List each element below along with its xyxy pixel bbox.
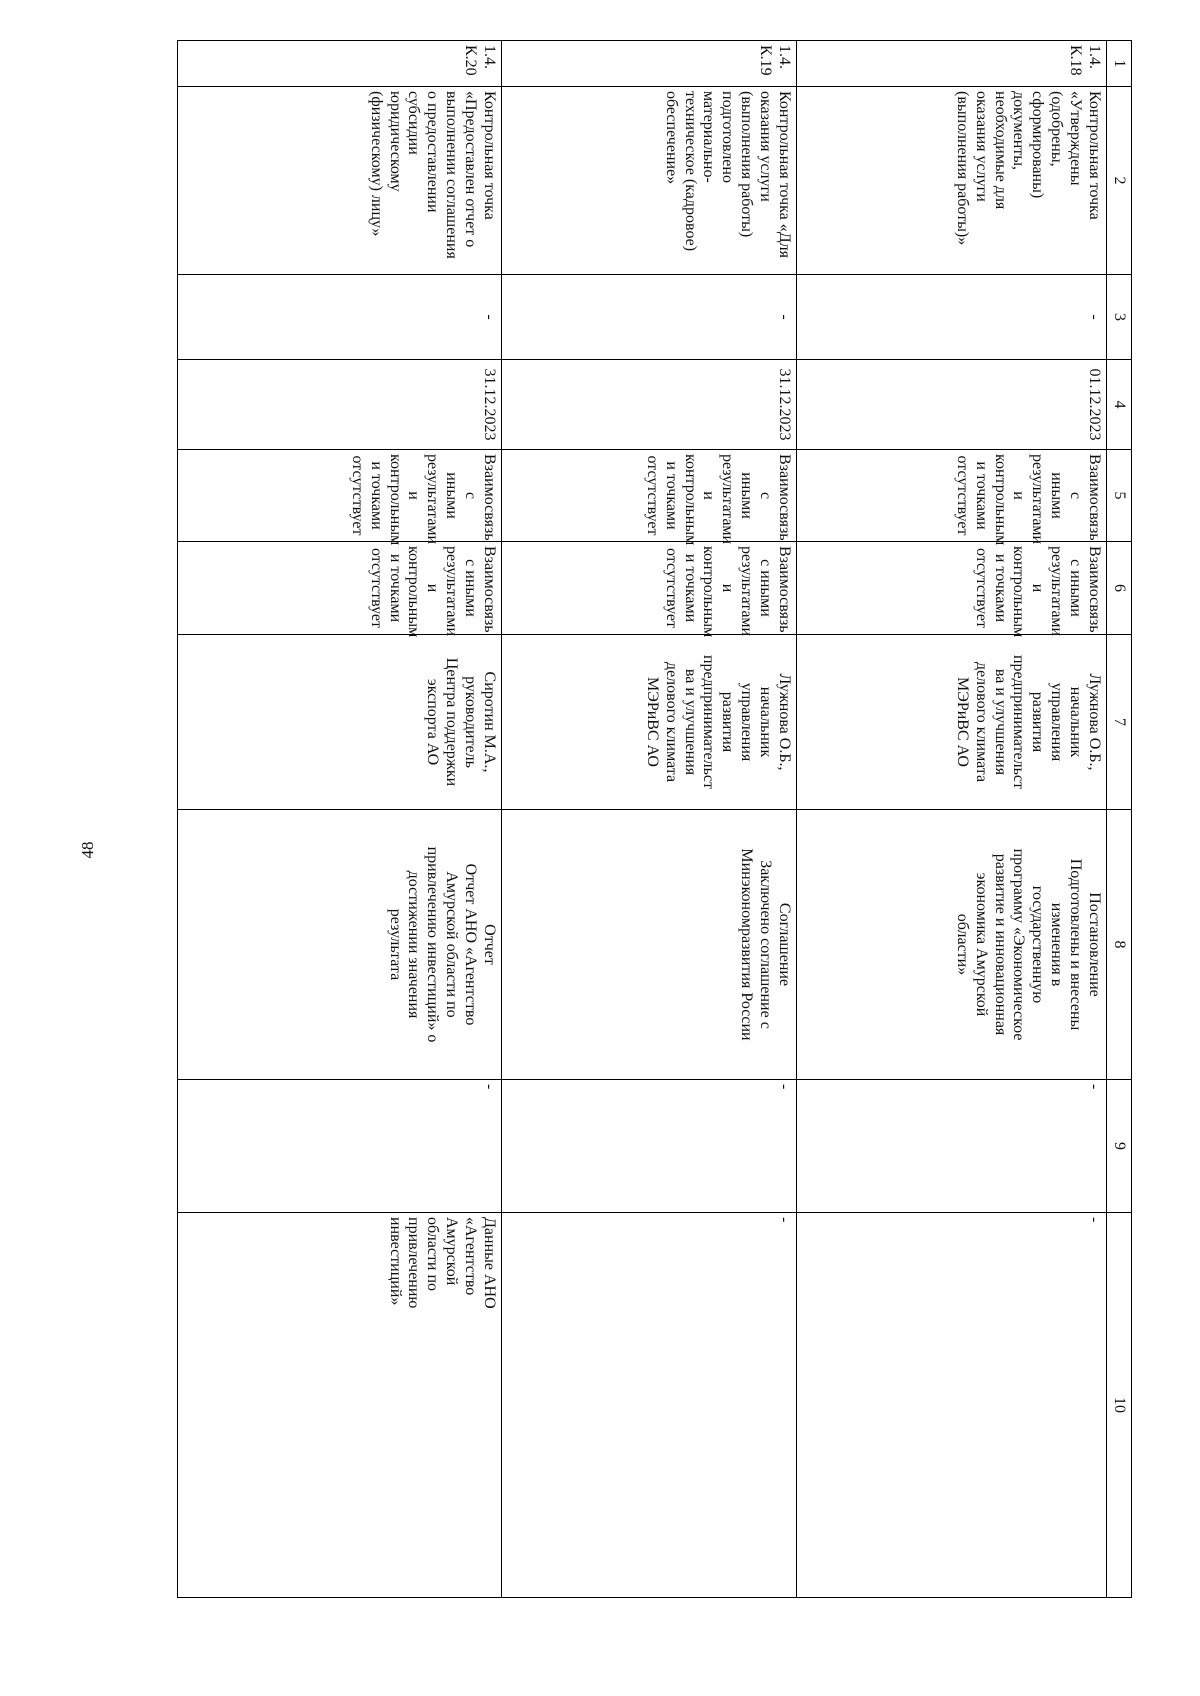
- header-cell-4: 4: [1107, 360, 1132, 450]
- due-date: 31.12.2023: [481, 368, 498, 441]
- control-point-name: Контрольная точка «Предоставлен отчет о выполнении соглашения о предоставлении субсидии юридическому (физическому) лицу»: [367, 91, 498, 259]
- header-cell-1: 1: [1107, 41, 1132, 87]
- relation-next: Взаимосвязь с иными результатами и контрольным и точками отсутствует: [367, 546, 498, 638]
- control-point-name: Контрольная точка «Для оказания услуги (выполнения работы) подготовлено материально- техническое (кадровое) обеспечение»: [662, 91, 793, 259]
- header-cell-10: 10: [1107, 1213, 1132, 1598]
- relation-next: Взаимосвязь с иными результатами и контрольным и точками отсутствует: [972, 546, 1103, 638]
- due-date: 31.12.2023: [776, 368, 793, 441]
- relation-next: Взаимосвязь с иными результатами и контрольным и точками отсутствует: [662, 546, 793, 638]
- cell-col3: -: [776, 314, 793, 320]
- relation-prev: Взаимосвязь с иными результатами и контрольным и точками отсутствует: [643, 454, 793, 546]
- row-number: 1.4. К.19: [757, 45, 793, 76]
- header-cell-6: 6: [1107, 542, 1132, 635]
- row-number: 1.4. К.20: [462, 45, 498, 76]
- table-row: [502, 41, 797, 1598]
- relation-prev: Взаимосвязь с иными результатами и контрольным и точками отсутствует: [953, 454, 1103, 546]
- result-document: Постановление Подготовлены и внесены изменения в государственную программу «Экономическое развитие и инновационная экономика Амурской области»: [953, 848, 1103, 1041]
- due-date: 01.12.2023: [1086, 368, 1103, 441]
- table-row: [178, 41, 502, 1598]
- responsible-person: Сиротин М.А., руководитель Центра поддержки экспорта АО: [424, 657, 498, 787]
- cell-col10: -: [1086, 1217, 1103, 1223]
- control-point-name: Контрольная точка «Утверждены (одобрены, сформированы) документы, необходимые для оказания услуги (выполнения работы)»: [953, 91, 1103, 246]
- control-points-table: [177, 40, 1132, 1598]
- responsible-person: Лужнова О.Б., начальник управления развития предпринимательст ва и улучшения делового климата МЭРиВС АО: [953, 654, 1103, 789]
- cell-col9: -: [481, 1084, 498, 1090]
- cell-col3: -: [1086, 314, 1103, 320]
- relation-prev: Взаимосвязь с иными результатами и контрольным и точками отсутствует: [348, 454, 498, 546]
- header-cell-2: 2: [1107, 87, 1132, 275]
- header-row: [1107, 41, 1132, 1598]
- page-number: 48: [78, 841, 97, 859]
- result-document: Отчет Отчет АНО «Агентство Амурской области по привлечению инвестиций» о достижении значения результата: [386, 846, 498, 1043]
- cell-col9: -: [1086, 1084, 1103, 1090]
- document-page-rotated: [177, 40, 1132, 1597]
- header-cell-8: 8: [1107, 810, 1132, 1080]
- header-cell-7: 7: [1107, 635, 1132, 810]
- result-document: Соглашение Заключено соглашение с Минэкономразвития России: [738, 848, 793, 1041]
- cell-col10: -: [776, 1217, 793, 1223]
- cell-col3: -: [481, 314, 498, 320]
- row-number: 1.4. К.18: [1067, 45, 1103, 76]
- header-cell-9: 9: [1107, 1080, 1132, 1213]
- cell-col9: -: [776, 1084, 793, 1090]
- table-row: [797, 41, 1107, 1598]
- responsible-person: Лужнова О.Б., начальник управления развития предпринимательст ва и улучшения делового климата МЭРиВС АО: [643, 654, 793, 789]
- header-cell-5: 5: [1107, 450, 1132, 542]
- header-cell-3: 3: [1107, 275, 1132, 360]
- cell-col10: Данные АНО «Агентство Амурской области по привлечению инвестиций»: [386, 1217, 498, 1309]
